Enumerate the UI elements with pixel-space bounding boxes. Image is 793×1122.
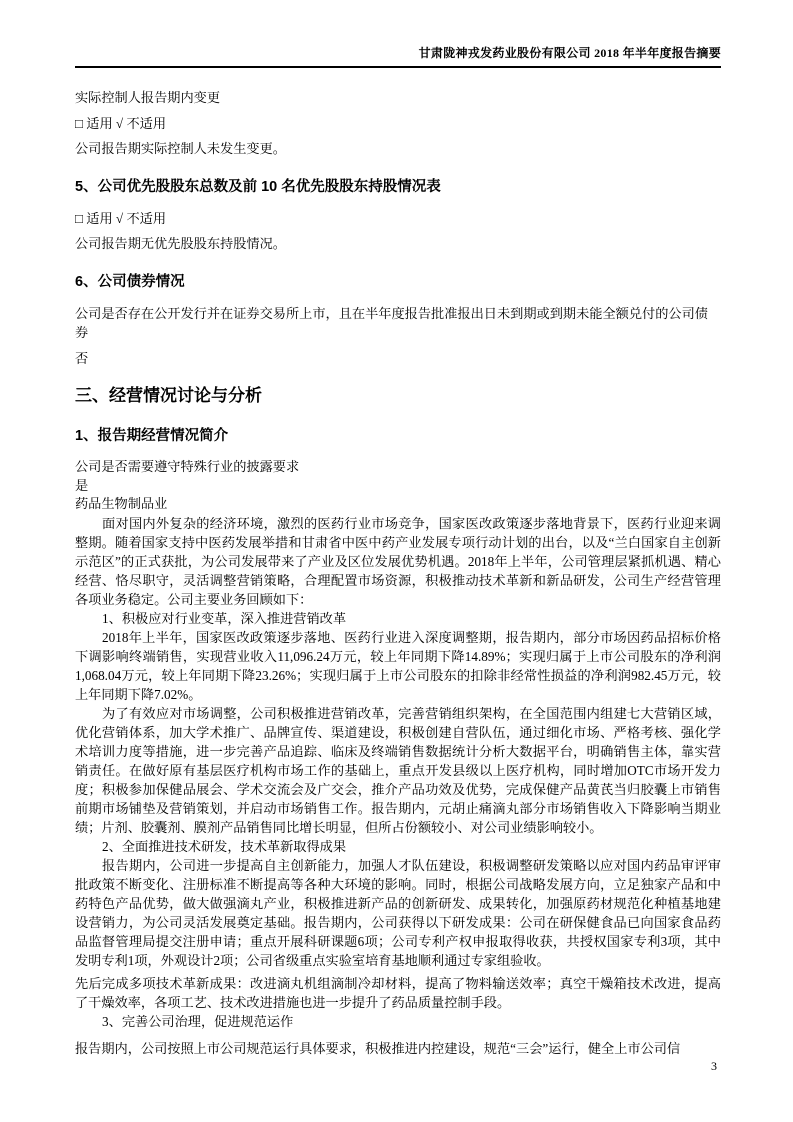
para-subtitle-governance: 3、完善公司治理，促进规范运作 <box>102 1013 294 1029</box>
page-number: 3 <box>711 1059 717 1073</box>
heading-corporate-bonds: 6、公司债券情况 <box>75 273 185 290</box>
para-business-overview: 面对国内外复杂的经济环境，激烈的医药行业市场竞争，国家医改政策逐步落地背景下，医药行业迎来调整期。随着国家支持中医药发展举措和甘肃省中医中药产业发展专项行动计划的出台，以及“兰白国家自主创新示范区”的正式获批，为公司发展带来了产业及区位发展优势机遇。2018年上半年，公司管理层紧抓机遇、精心经营、恪尽职守，灵活调整营销策略，合理配置市场资源，积极推动技术革新和新品研发，公司生产经营管理各项业务稳定。公司主要业务回顾如下： <box>75 515 721 607</box>
para-controller-no-change: 公司报告期实际控制人未发生变更。 <box>75 141 286 156</box>
heading-operation-discussion: 三、经营情况讨论与分析 <box>75 386 262 405</box>
para-no-preferred-shares: 公司报告期无优先股股东持股情况。 <box>75 236 286 251</box>
para-tech-innovation-results: 先后完成多项技术革新成果：改进滴丸机组滴制冷却材料，提高了物料输送效率；真空干燥箱技术改进，提高了干燥效率，各项工艺、技术改进措施也进一步提升了药品质量控制手段。 <box>75 975 721 1010</box>
para-industry-category: 药品生物制品业 <box>75 496 168 511</box>
heading-preferred-shareholders: 5、公司优先股股东总数及前 10 名优先股股东持股情况表 <box>75 178 441 195</box>
heading-operation-brief: 1、报告期经营情况简介 <box>75 428 229 444</box>
para-special-industry-question: 公司是否需要遵守特殊行业的披露要求 <box>75 459 300 474</box>
para-bond-answer: 否 <box>75 350 89 366</box>
para-bond-question: 公司是否存在公开发行并在证券交易所上市，且在半年度报告批准报出日未到期或到期未能全额兑付的公司债券 <box>75 305 708 340</box>
document-body <box>75 88 721 1058</box>
para-applicable-checkline: □ 适用 √ 不适用 <box>75 210 167 226</box>
para-subtitle-marketing-reform: 1、积极应对行业变革，深入推进营销改革 <box>102 610 347 626</box>
para-governance-detail: 报告期内，公司按照上市公司规范运行具体要求，积极推进内控建设，规范“三会”运行，健全上市公司信 <box>75 1040 681 1056</box>
page-header <box>75 44 721 68</box>
para-financial-results: 2018年上半年，国家医改政策逐步落地、医药行业进入深度调整期，报告期内，部分市场因药品招标价格下调影响终端销售，实现营业收入11,096.24万元，较上年同期下降14.89%；实现归属于上市公司股东的净利润1,068.04万元，较上年同期下降23.26%；实现归属于上市公司股东的扣除非经常性损益的净利润982.45万元，较上年同期下降7.02%。 <box>75 629 721 702</box>
report-header-title: 甘肃陇神戎发药业股份有限公司 2018 年半年度报告摘要 <box>418 46 721 60</box>
page-footer <box>711 1059 717 1074</box>
para-applicable-checkline: □ 适用 √ 不适用 <box>75 115 167 131</box>
para-special-industry-answer: 是 <box>75 477 89 493</box>
para-actual-controller-change: 实际控制人报告期内变更 <box>75 90 221 105</box>
para-marketing-measures: 为了有效应对市场调整，公司积极推进营销改革，完善营销组织架构，在全国范围内组建七大营销区域，优化营销体系，加大学术推广、品牌宣传、渠道建设，积极创建自营队伍，通过细化市场、严格考核、强化学术培训力度等措施，进一步完善产品追踪、临床及终端销售数据统计分析大数据平台，明确销售主体，靠实营销责任。在做好原有基层医疗机构市场工作的基础上，重点开发县级以上医疗机构，同时增加OTC市场开发力度；积极参加保健品展会、学术交流会及广交会，推介产品功效及优势，完成保健产品黄芪当归胶囊上市销售前期市场铺垫及营销策划，并启动市场销售工作。报告期内，元胡止痛滴丸部分市场销售收入下降影响当期业绩；片剂、胶囊剂、膜剂产品销售同比增长明显，但所占份额较小、对公司业绩影响较小。 <box>75 705 721 835</box>
para-rnd-achievements: 报告期内，公司进一步提高自主创新能力，加强人才队伍建设，积极调整研发策略以应对国内药品审评审批政策不断变化、注册标准不断提高等各种大环境的影响。同时，根据公司战略发展方向，立足独家产品和中药特色产品优势，做大做强滴丸产业，积极推进新产品的创新研发、成果转化，加强原药材规范化种植基地建设营销力，为公司灵活发展奠定基础。报告期内，公司获得以下研发成果：公司在研保健食品已向国家食品药品监督管理局提交注册申请；重点开展科研课题6项；公司专利产权申报取得收获，共授权国家专利3项，其中发明专利1项，外观设计2项；公司省级重点实验室培育基地顺利通过专家组验收。 <box>75 857 721 968</box>
para-subtitle-tech-rnd: 2、全面推进技术研发，技术革新取得成果 <box>102 838 347 854</box>
